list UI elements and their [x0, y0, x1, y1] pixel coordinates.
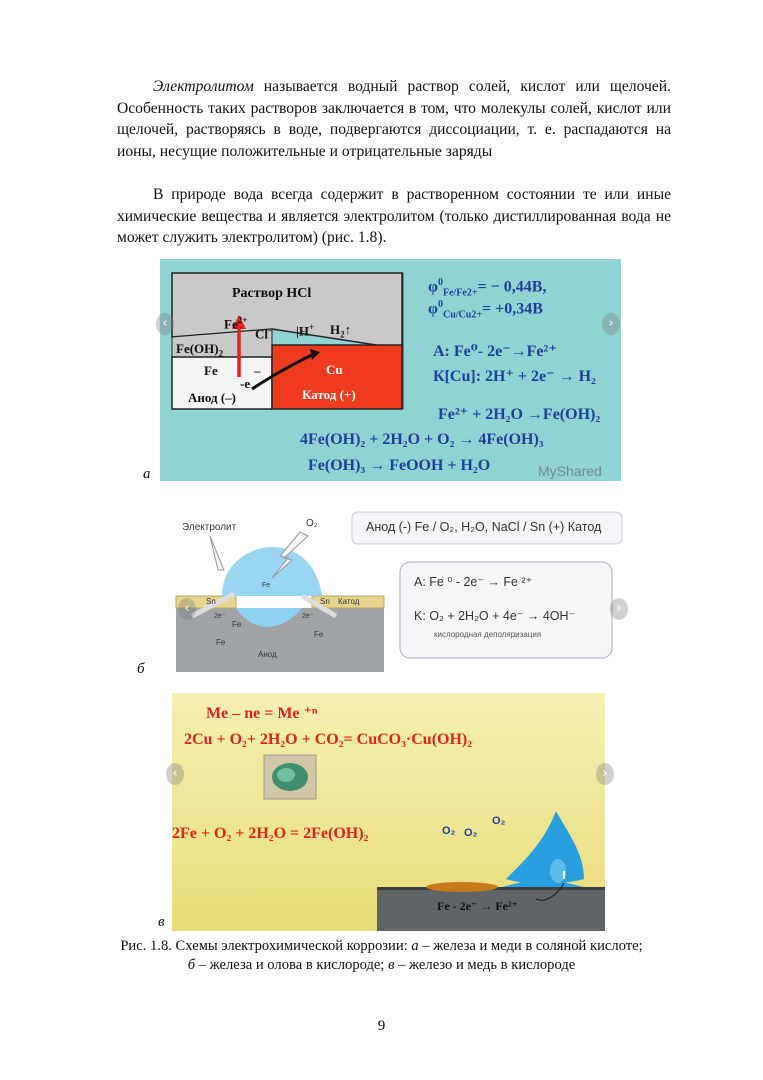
figure-a-label: а [143, 466, 151, 482]
electrolyte-label: Электролит [182, 522, 237, 533]
feoh3-equation: 4Fe(OH)₂ + 2H₂O + O₂ → 4Fe(OH)₃ [300, 431, 544, 448]
feooh-equation: Fe(OH)₃ → FeOOH + H₂O [308, 457, 491, 474]
fe-ion-3: Fe [314, 630, 324, 639]
anode-reaction: A: Fe⁰- 2e⁻→Fe²⁺ [433, 343, 557, 360]
o2-molecule-2: O₂ [464, 827, 478, 839]
cu-label: Cu [326, 362, 343, 377]
figure-a-hcl-corrosion [160, 259, 621, 481]
solution-label: Раствор HCl [232, 286, 312, 301]
cathode-reaction: К[Cu]: 2H⁺ + 2e⁻ → H₂ [433, 368, 596, 385]
cathode-reaction-b: K: O₂ + 2H₂O + 4e⁻ → 4OH⁻ [414, 609, 576, 623]
paragraph2-text: В природе вода всегда содержит в растворенном состоянии те или иные химические вещества и является электролитом (только дистиллированная вода не может служить электролитом) (рис. 1.8). [117, 186, 671, 246]
italic-term: Электролитом [153, 78, 254, 95]
reaction-header: Анод (-) Fe / O₂, H₂O, NaCl / Sn (+) Катод [366, 520, 602, 534]
anode-reaction-b: A: Fe ⁰ - 2e⁻ → Fe ²⁺ [414, 575, 533, 589]
figure-c-label: в [158, 914, 165, 930]
figure-a-prev-arrow[interactable]: ‹ [156, 313, 174, 335]
h2-label: $H_2↑$ [330, 322, 352, 340]
figure-a-next-arrow[interactable]: › [602, 313, 620, 335]
figure-b-tin-iron-corrosion [152, 498, 627, 672]
watermark-myshared: MyShared [538, 463, 602, 479]
fe-label: Fe [204, 363, 218, 378]
oxygen-depolarization-note: кислородная деполяризация [434, 630, 542, 639]
fe-hydrolysis-equation: Fe²⁺ + 2H₂O →Fe(OH)₂ [438, 406, 601, 423]
cathode-label-b: Катод [338, 597, 360, 606]
cl-ion-label: Cl– [255, 325, 273, 342]
fe-ion-2: Fe [216, 638, 226, 647]
copper-patina-equation: 2Cu + O₂+ 2H₂O + CO₂= CuCO₃·Cu(OH)₂ [184, 731, 473, 748]
paragraph1-text: называется водный раствор солей, кислот или щелочей. Особенность таких растворов заключается в том, что молекулы солей, кислот или щелочей, растворяясь в воде, подвергаются диссоциации, т. е. распадаются на ионы, несущие положительные и отрицательные заряды [117, 78, 671, 160]
figure-b-prev-arrow[interactable]: ‹ [178, 598, 196, 620]
caption-line-1: Рис. 1.8. Схемы электрохимической коррозии: а – железа и меди в соляной кислоте; [120, 938, 643, 954]
figure-b-next-arrow[interactable]: › [610, 598, 628, 620]
electron-2: 2e⁻ [302, 613, 314, 620]
figure-c-prev-arrow[interactable]: ‹ [166, 763, 184, 785]
o2-label: O₂ [306, 518, 318, 529]
caption-line-2: б – железа и олова в кислороде; в – железо и медь в кислороде [187, 957, 576, 973]
sn-left-label: Sn [206, 597, 216, 606]
cathode-label: Катод (+) [302, 387, 356, 402]
figure-c-drawing [172, 693, 605, 931]
fe-ion-label: $Fe^{2+}$ [224, 315, 248, 332]
o2-molecule-1: O₂ [442, 825, 456, 837]
anode-label-b: Анод [258, 650, 277, 659]
page-number: 9 [377, 1018, 386, 1034]
metal-oxidation-equation: Me – ne = Me ⁺ⁿ [206, 705, 318, 722]
phi-cu-equation: $\varphi^0_{Cu/Cu2+}= +0,34B$ [428, 299, 543, 321]
feoh2-label: $Fe(OH)_2$ [176, 341, 224, 359]
figure-c-oxygen-corrosion [172, 693, 608, 931]
electron-1: 2e⁻ [214, 613, 226, 620]
fe-ion-1: Fe [232, 620, 242, 629]
electron-label: -e [240, 376, 251, 391]
figure-caption [60, 937, 703, 975]
paragraph-natural-water [117, 184, 671, 249]
figure-b-label: б [137, 661, 145, 677]
o2-molecule-3: O₂ [492, 815, 506, 827]
fe-center-label: Fe [262, 582, 271, 589]
iron-oxidation-bottom-equation: Fe - 2e⁻ → Fe²⁺ [437, 899, 518, 913]
minus-label: – [254, 363, 261, 378]
iron-hydroxide-equation: 2Fe + O₂ + 2H₂O = 2Fe(OH)₂ [172, 825, 369, 842]
paragraph-electrolyte-definition [117, 76, 671, 162]
sn-right-label: Sn [320, 597, 330, 606]
phi-fe-equation: $\varphi^0_{Fe/Fe2+}= - 0,44B$, [428, 277, 547, 299]
anode-label: Анод (–) [188, 390, 236, 405]
h-ion-label: |H+ [296, 322, 315, 339]
figure-c-next-arrow[interactable]: › [596, 763, 614, 785]
